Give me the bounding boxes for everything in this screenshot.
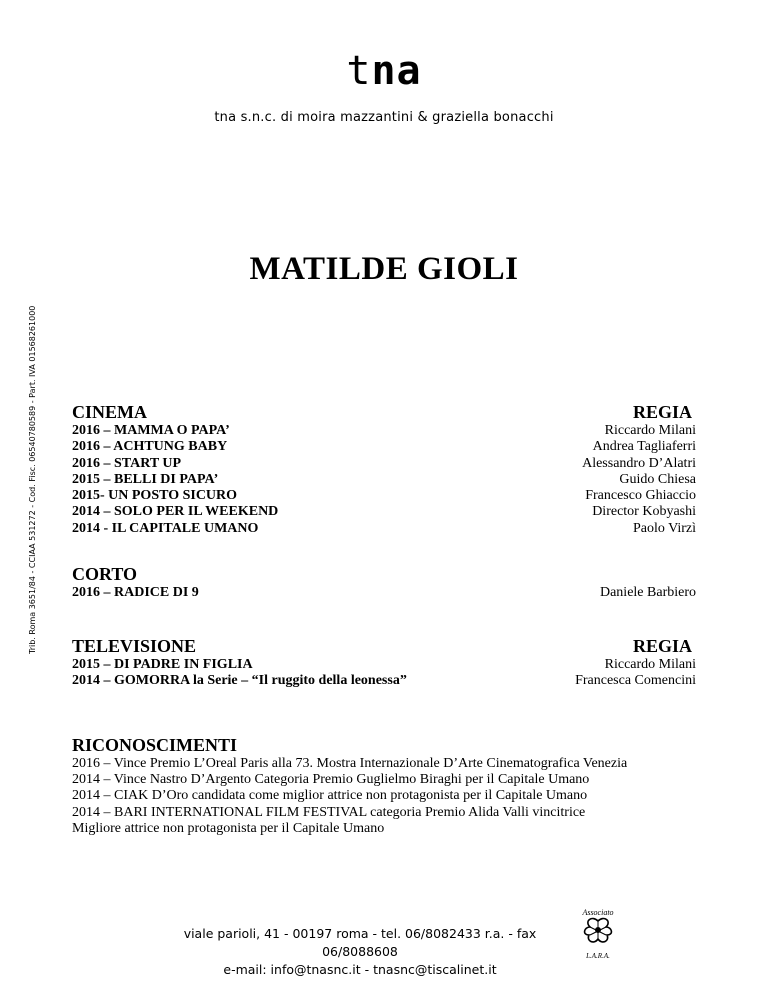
televisione-regia-heading: REGIA bbox=[632, 636, 692, 656]
film-director: Guido Chiesa bbox=[619, 471, 696, 487]
film-title: 2016 – RADICE DI 9 bbox=[72, 585, 199, 600]
list-item bbox=[72, 504, 696, 520]
list-item bbox=[72, 657, 696, 673]
film-title: 2014 - IL CAPITALE UMANO bbox=[72, 520, 259, 536]
cinema-regia-heading: REGIA bbox=[632, 402, 692, 422]
list-item bbox=[72, 423, 696, 439]
film-title: 2016 – START UP bbox=[72, 455, 182, 471]
award-line: Migliore attrice non protagonista per il Capitale Umano bbox=[72, 820, 385, 836]
company-logo bbox=[0, 48, 768, 94]
association-emblem-icon bbox=[580, 917, 616, 947]
film-director: Francesco Ghiaccio bbox=[585, 488, 696, 504]
show-title: 2014 – GOMORRA la Serie – “Il ruggito della leonessa” bbox=[72, 673, 407, 689]
film-title: 2016 – ACHTUNG BABY bbox=[72, 439, 228, 455]
association-sub-label: L.A.R.A. bbox=[586, 952, 610, 960]
show-title: 2015 – DI PADRE IN FIGLIA bbox=[72, 657, 253, 672]
list-item bbox=[72, 456, 696, 472]
footer-address: viale parioli, 41 - 00197 roma - tel. 06/8082433 r.a. - fax 06/8088608 bbox=[183, 926, 537, 959]
list-item bbox=[72, 521, 696, 537]
film-director: Paolo Virzì bbox=[632, 520, 696, 536]
show-director: Riccardo Milani bbox=[604, 657, 696, 672]
film-director: Daniele Barbiero bbox=[599, 585, 696, 600]
film-title: 2015- UN POSTO SICURO bbox=[72, 488, 238, 504]
legal-side-text: Trib. Roma 3651/84 - CCIAA 531272 - Cod. Fisc. 06540780589 - Part. IVA 01568261000 bbox=[28, 305, 37, 654]
footer-email: e-mail: info@tnasnc.it - tnasnc@tiscalinet.it bbox=[223, 962, 497, 977]
corto-list bbox=[72, 585, 696, 601]
list-item bbox=[72, 585, 696, 601]
cinema-heading-label: CINEMA bbox=[72, 402, 147, 422]
show-director: Francesca Comencini bbox=[575, 673, 696, 689]
televisione-list bbox=[72, 657, 696, 690]
corto-heading-label: CORTO bbox=[72, 564, 138, 584]
film-director: Andrea Tagliaferri bbox=[592, 439, 696, 455]
list-item bbox=[72, 439, 696, 455]
award-line: 2016 – Vince Premio L’Oreal Paris alla 73. Mostra Internazionale D’Arte Cinematografica Venezia bbox=[72, 756, 628, 771]
list-item bbox=[72, 673, 696, 689]
award-line: 2014 – Vince Nastro D’Argento Categoria Premio Guglielmo Biraghi per il Capitale Umano bbox=[72, 772, 590, 788]
film-director: Director Kobyashi bbox=[592, 504, 696, 520]
film-title: 2015 – BELLI DI PAPA’ bbox=[72, 471, 219, 487]
list-item bbox=[72, 488, 696, 504]
televisione-heading bbox=[72, 636, 692, 657]
association-badge bbox=[578, 908, 618, 960]
cinema-list bbox=[72, 423, 696, 537]
award-line: 2014 – BARI INTERNATIONAL FILM FESTIVAL categoria Premio Alida Valli vincitrice bbox=[72, 804, 586, 820]
film-title: 2016 – MAMMA O PAPA’ bbox=[72, 423, 230, 438]
televisione-heading-label: TELEVISIONE bbox=[72, 636, 197, 656]
logo-na: na bbox=[371, 48, 422, 94]
footer-contacts bbox=[150, 925, 570, 979]
film-title: 2014 – SOLO PER IL WEEKEND bbox=[72, 504, 279, 520]
riconoscimenti-heading bbox=[72, 735, 692, 756]
award-line: 2014 – CIAK D’Oro candidata come miglior attrice non protagonista per il Capitale Umano bbox=[72, 788, 588, 804]
awards-list bbox=[72, 756, 722, 837]
logo-t: t bbox=[346, 48, 372, 94]
film-director: Alessandro D’Alatri bbox=[582, 455, 696, 471]
film-director: Riccardo Milani bbox=[604, 423, 696, 438]
riconoscimenti-heading-label: RICONOSCIMENTI bbox=[72, 735, 238, 755]
association-label: Associato bbox=[582, 908, 614, 917]
company-name: tna s.n.c. di moira mazzantini & graziella bonacchi bbox=[214, 110, 554, 125]
cinema-heading bbox=[72, 402, 692, 423]
actor-name: MATILDE GIOLI bbox=[249, 251, 519, 287]
corto-heading bbox=[72, 564, 692, 585]
list-item bbox=[72, 472, 696, 488]
